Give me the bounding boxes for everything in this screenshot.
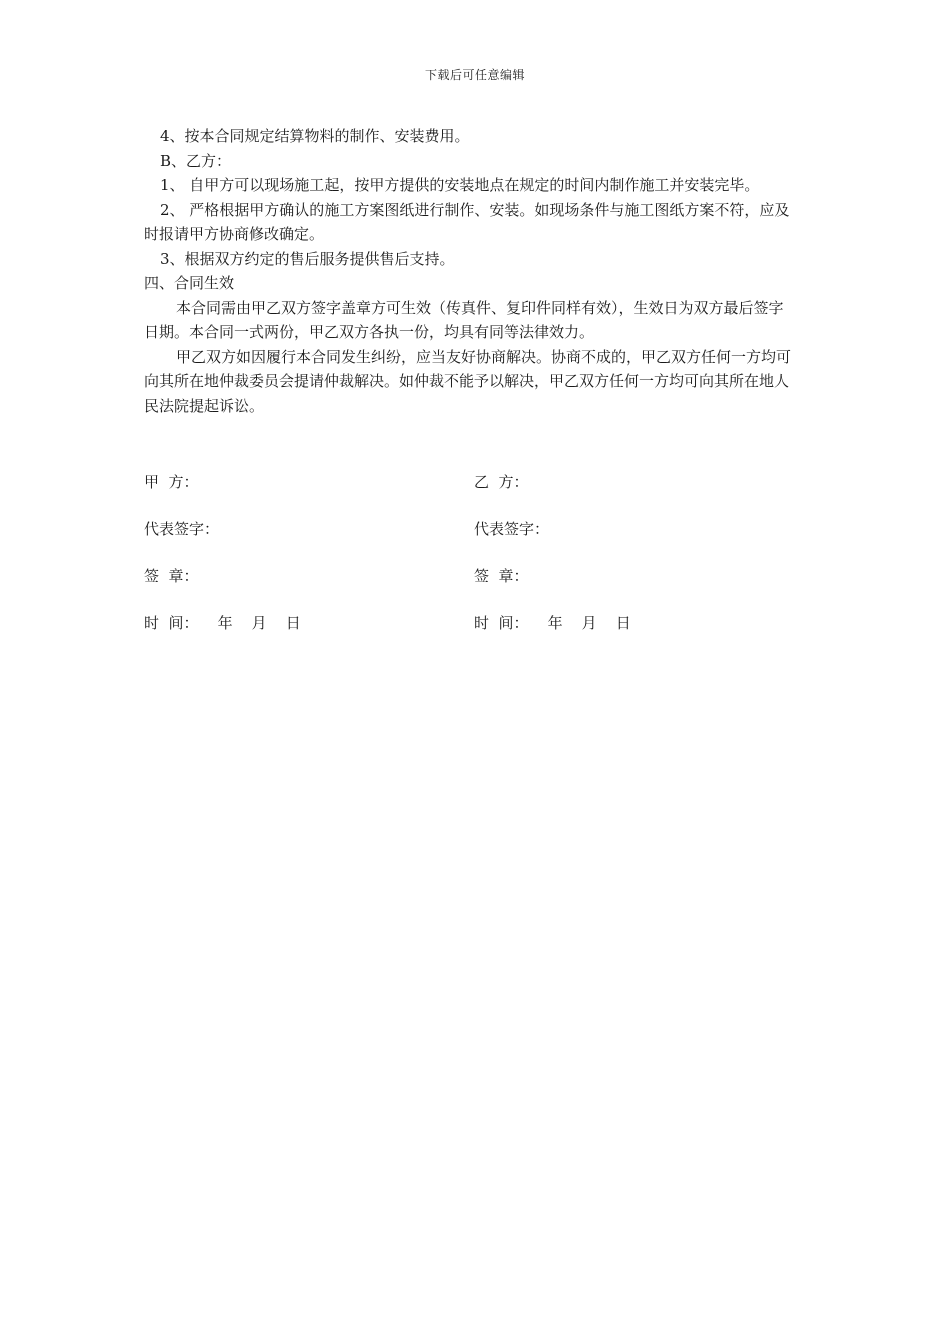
dispute-paragraph: 甲乙双方如因履行本合同发生纠纷，应当友好协商解决。协商不成的，甲乙双方任何一方均可向其所在地仲裁委员会提请仲裁解决。如仲裁不能予以解决，甲乙双方任何一方均可向其所在地人民法院提起诉讼。 [144, 347, 792, 415]
signature-row-date [144, 612, 804, 659]
rep-b-label: 代表签字： [474, 520, 550, 538]
date-b-label: 时 间： 年 月 日 [474, 614, 631, 632]
header-note: 下载后可任意编辑 [424, 68, 525, 82]
effect-paragraph: 本合同需由甲乙双方签字盖章方可生效（传真件、复印件同样有效），生效日为双方最后签字日期。本合同一式两份，甲乙双方各执一份，均具有同等法律效力。 [144, 298, 784, 341]
rep-a-label: 代表签字： [144, 520, 220, 538]
seal-b-label: 签 章： [474, 567, 529, 585]
clause-a4: 4、按本合同规定结算物料的制作、安装费用。 [160, 127, 470, 145]
seal-a-label: 签 章： [144, 567, 199, 585]
clause-b1: 1、 自甲方可以现场施工起，按甲方提供的安装地点在规定的时间内制作施工并安装完毕。 [160, 176, 760, 194]
clause-b3: 3、根据双方约定的售后服务提供售后支持。 [160, 249, 455, 268]
clause-b2: 2、 严格根据甲方确认的施工方案图纸进行制作、安装。如现场条件与施工图纸方案不符，应及时报请甲方协商修改确定。 [144, 200, 790, 243]
party-b-label: 乙 方： [474, 473, 529, 491]
party-a-label: 甲 方： [144, 473, 199, 491]
date-a-label: 时 间： 年 月 日 [144, 614, 301, 632]
party-b-heading: B、乙方： [160, 151, 232, 170]
signature-block [144, 471, 804, 659]
signature-row-seal [144, 565, 804, 612]
signature-row-party [144, 471, 804, 518]
section-four-heading: 四、合同生效 [144, 274, 235, 292]
contract-body [144, 124, 792, 418]
signature-row-rep [144, 518, 804, 565]
